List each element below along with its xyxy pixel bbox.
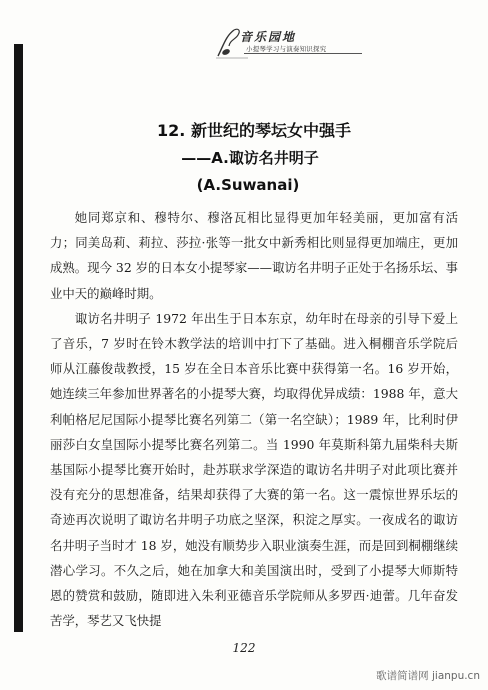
section-romanized-name: (A.Suwanai) [196,176,300,194]
section-subtitle: ——A.诹访名井明子 [181,149,319,167]
running-header [214,26,364,60]
section-title: 12. 新世纪的琴坛女中强手 [157,121,351,140]
page-number: 122 [232,641,256,655]
header-subtitle: 小提琴学习与演奏知识探究 [246,45,327,53]
site-watermark: 歌谱简谱网 jianpu.cn [376,670,480,682]
paragraph-1: 她同郑京和、穆特尔、穆洛瓦相比显得更加年轻美丽，更加富有活力；同美岛莉、莉拉、莎拉·张等一批女中新秀相比则显得更加端庄，更加成熟。现今 32 岁的日本女小提琴家——诹访名井明子正处于名扬乐坛、事业中天的巅峰时期。 [50,210,458,301]
body-text [50,205,458,633]
header-rule [244,53,362,54]
paragraph-2: 诹访名井明子 1972 年出生于日本东京，幼年时在母亲的引导下爱上了音乐，7 岁时在铃木教学法的培训中打下了基础。进入桐棚音乐学院后师从江藤俊哉教授，15 岁在全日本音乐比赛中获得第一名。16 岁开始，她连续三年参加世界著名的小提琴大赛，均取得优异成绩：1988 年，意大利帕格尼尼国际小提琴比赛名列第二（第一名空缺）；1989 年，比利时伊丽莎白女皇国际小提琴比赛名列第二。当 1990 年莫斯科第九届柴科夫斯基国际小提琴比赛开始时，赴苏联求学深造的诹访名井明子对此项比赛并没有充分的思想准备，结果却获得了大赛的第一名。这一震惊世界乐坛的奇迹再次说明了诹访名井明子功底之坚深，积淀之厚实。一夜成名的诹访名井明子当时才 18 岁，她没有顺势步入职业演奏生涯，而是回到桐棚继续潜心学习。不久之后，她在加拿大和美国演出时，受到了小提琴大师斯特恩的赞赏和鼓励，随即进入朱利亚德音乐学院师从多罗西·迪蕾。几年奋发苦学，琴艺又飞快提 [50,310,458,629]
header-title: 音乐园地 [240,30,297,44]
